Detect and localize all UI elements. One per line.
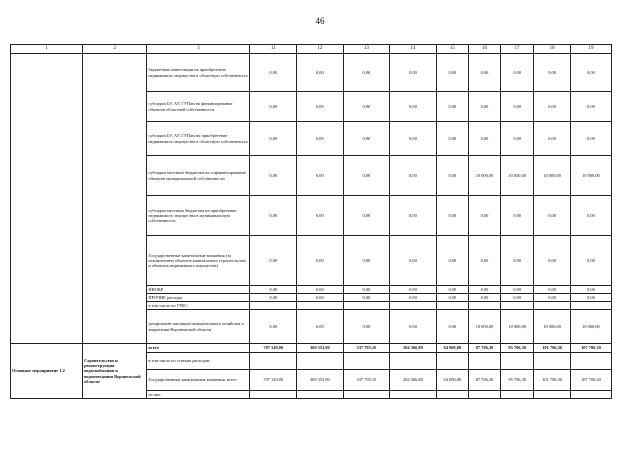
value-cell: 0,00 bbox=[468, 122, 500, 156]
value-cell: 0,00 bbox=[390, 122, 437, 156]
value-cell bbox=[468, 353, 500, 370]
row-description: НИОКР bbox=[147, 286, 250, 294]
value-cell bbox=[468, 302, 500, 310]
value-cell: 0,00 bbox=[534, 286, 571, 294]
value-cell: 64 000,00 bbox=[436, 370, 468, 391]
value-cell: 10 000,00 bbox=[468, 156, 500, 196]
value-cell: 0,00 bbox=[501, 92, 534, 122]
value-cell: 0,00 bbox=[468, 196, 500, 236]
value-cell: 0,00 bbox=[390, 294, 437, 302]
value-cell: 0,00 bbox=[468, 92, 500, 122]
value-cell: 0,00 bbox=[250, 156, 297, 196]
value-cell: 0,00 bbox=[250, 92, 297, 122]
column-header: 12 bbox=[297, 45, 344, 54]
value-cell bbox=[250, 391, 297, 399]
value-cell: 0,00 bbox=[436, 156, 468, 196]
value-cell: 0,00 bbox=[436, 122, 468, 156]
row-description: субсидии местным бюджетам на софинансирование объектов муниципальной собственности bbox=[147, 156, 250, 196]
value-cell: 0,00 bbox=[534, 92, 571, 122]
value-cell: 0,00 bbox=[436, 92, 468, 122]
value-cell: 0,00 bbox=[297, 92, 344, 122]
column-header: 2 bbox=[83, 45, 147, 54]
value-cell: 0,00 bbox=[534, 196, 571, 236]
value-cell: 0,00 bbox=[570, 54, 611, 92]
value-cell: 101 706,30 bbox=[534, 344, 571, 353]
value-cell: 0,00 bbox=[501, 236, 534, 286]
blank-cell-col1 bbox=[11, 54, 83, 344]
value-cell: 0,00 bbox=[468, 236, 500, 286]
value-cell: 0,00 bbox=[250, 122, 297, 156]
value-cell bbox=[343, 302, 390, 310]
value-cell: 0,00 bbox=[570, 294, 611, 302]
column-header: 18 bbox=[534, 45, 571, 54]
value-cell: 0,00 bbox=[390, 54, 437, 92]
row-description: в том числе по статьям расходов: bbox=[147, 353, 250, 370]
value-cell: 0,00 bbox=[436, 286, 468, 294]
value-cell: 10 000,00 bbox=[501, 156, 534, 196]
value-cell: 0,00 bbox=[343, 54, 390, 92]
value-cell: 64 000,00 bbox=[436, 344, 468, 353]
value-cell: 95 706,30 bbox=[501, 344, 534, 353]
value-cell: 0,00 bbox=[297, 310, 344, 344]
value-cell: 0,00 bbox=[390, 236, 437, 286]
value-cell: 87 706,30 bbox=[468, 370, 500, 391]
value-cell: 0,00 bbox=[570, 196, 611, 236]
value-cell bbox=[436, 353, 468, 370]
column-header: 15 bbox=[436, 45, 468, 54]
value-cell bbox=[570, 391, 611, 399]
measure-name: Строительство и реконструкция водоснабжения и водоотведения Воронежской области bbox=[83, 344, 147, 399]
row-description: всего bbox=[147, 344, 250, 353]
column-header: 3 bbox=[147, 45, 250, 54]
value-cell: 0,00 bbox=[390, 92, 437, 122]
row-description: бюджетные инвестиции на приобретение недвижимого имущества в областную собственность bbox=[147, 54, 250, 92]
value-cell bbox=[570, 353, 611, 370]
value-cell: 0,00 bbox=[534, 54, 571, 92]
value-cell: 0,00 bbox=[343, 156, 390, 196]
value-cell: 0,00 bbox=[468, 286, 500, 294]
column-header: 11 bbox=[250, 45, 297, 54]
value-cell: 337 795,10 bbox=[343, 370, 390, 391]
header-row bbox=[11, 45, 612, 54]
value-cell: 0,00 bbox=[436, 310, 468, 344]
value-cell bbox=[390, 302, 437, 310]
value-cell: 0,00 bbox=[250, 54, 297, 92]
value-cell bbox=[570, 302, 611, 310]
value-cell: 0,00 bbox=[343, 196, 390, 236]
value-cell: 0,00 bbox=[343, 122, 390, 156]
value-cell bbox=[250, 302, 297, 310]
value-cell: 0,00 bbox=[390, 310, 437, 344]
column-header: 1 bbox=[11, 45, 83, 54]
value-cell: 0,00 bbox=[390, 286, 437, 294]
value-cell: 0,00 bbox=[250, 294, 297, 302]
measure-title: Основное мероприятие 1.2 bbox=[11, 344, 83, 399]
value-cell bbox=[297, 391, 344, 399]
value-cell bbox=[436, 391, 468, 399]
value-cell: 10 000,00 bbox=[501, 310, 534, 344]
value-cell: 707 149,00 bbox=[250, 370, 297, 391]
row-description: субсидии местным бюджетам на приобретение недвижимого имущества в муниципальную собственность bbox=[147, 196, 250, 236]
value-cell: 107 706,30 bbox=[570, 370, 611, 391]
value-cell: 10 000,00 bbox=[534, 310, 571, 344]
value-cell: 107 706,30 bbox=[570, 344, 611, 353]
value-cell: 0,00 bbox=[343, 236, 390, 286]
value-cell: 0,00 bbox=[390, 156, 437, 196]
value-cell bbox=[501, 353, 534, 370]
value-cell: 0,00 bbox=[250, 236, 297, 286]
column-header: 17 bbox=[501, 45, 534, 54]
value-cell: 204 366,80 bbox=[390, 370, 437, 391]
table-row bbox=[11, 54, 612, 92]
value-cell bbox=[343, 353, 390, 370]
value-cell bbox=[297, 353, 344, 370]
value-cell: 0,00 bbox=[436, 54, 468, 92]
value-cell: 0,00 bbox=[501, 286, 534, 294]
value-cell: 0,00 bbox=[501, 196, 534, 236]
value-cell: 0,00 bbox=[297, 156, 344, 196]
value-cell: 0,00 bbox=[297, 54, 344, 92]
value-cell: 0,00 bbox=[250, 310, 297, 344]
value-cell: 0,00 bbox=[570, 236, 611, 286]
value-cell: 95 706,30 bbox=[501, 370, 534, 391]
value-cell bbox=[501, 302, 534, 310]
value-cell: 0,00 bbox=[343, 92, 390, 122]
value-cell: 0,00 bbox=[343, 310, 390, 344]
row-description: Государственные капитальные вложения (за исключением объектов капитального строительства и объектов недвижимого имущества) bbox=[147, 236, 250, 286]
value-cell: 0,00 bbox=[570, 286, 611, 294]
value-cell: 10 000,00 bbox=[570, 310, 611, 344]
value-cell: 0,00 bbox=[297, 236, 344, 286]
value-cell: 0,00 bbox=[436, 236, 468, 286]
column-header: 13 bbox=[343, 45, 390, 54]
column-header: 19 bbox=[570, 45, 611, 54]
budget-table bbox=[10, 44, 612, 399]
value-cell: 0,00 bbox=[436, 196, 468, 236]
value-cell bbox=[343, 391, 390, 399]
row-description: департамент жилищно-коммунального хозяйства и энергетики Воронежской области bbox=[147, 310, 250, 344]
page-number: 46 bbox=[315, 16, 325, 26]
measure-row bbox=[11, 344, 612, 353]
value-cell: 0,00 bbox=[534, 236, 571, 286]
value-cell: 0,00 bbox=[468, 54, 500, 92]
value-cell: 369 353,90 bbox=[297, 370, 344, 391]
value-cell bbox=[390, 353, 437, 370]
value-cell: 0,00 bbox=[534, 294, 571, 302]
value-cell: 0,00 bbox=[501, 122, 534, 156]
blank-cell-col2 bbox=[83, 54, 147, 344]
value-cell: 0,00 bbox=[468, 294, 500, 302]
value-cell: 0,00 bbox=[250, 196, 297, 236]
value-cell: 0,00 bbox=[343, 286, 390, 294]
value-cell: 369 353,90 bbox=[297, 344, 344, 353]
column-header: 14 bbox=[390, 45, 437, 54]
value-cell: 10 000,00 bbox=[468, 310, 500, 344]
value-cell: 0,00 bbox=[436, 294, 468, 302]
value-cell: 707 149,00 bbox=[250, 344, 297, 353]
value-cell bbox=[501, 391, 534, 399]
row-description: ПРОЧИЕ расходы bbox=[147, 294, 250, 302]
value-cell: 0,00 bbox=[570, 92, 611, 122]
value-cell bbox=[534, 302, 571, 310]
value-cell bbox=[297, 302, 344, 310]
value-cell: 0,00 bbox=[297, 122, 344, 156]
value-cell bbox=[390, 391, 437, 399]
row-description: субсидии БУ, АУ, ГУПам на приобретение недвижимого имущества в областную собственность bbox=[147, 122, 250, 156]
value-cell: 0,00 bbox=[501, 54, 534, 92]
row-description: из них: bbox=[147, 391, 250, 399]
value-cell bbox=[468, 391, 500, 399]
value-cell bbox=[534, 391, 571, 399]
row-description: Государственные капитальные вложения, всего bbox=[147, 370, 250, 391]
value-cell: 0,00 bbox=[390, 196, 437, 236]
value-cell bbox=[436, 302, 468, 310]
value-cell: 0,00 bbox=[297, 294, 344, 302]
value-cell: 0,00 bbox=[297, 196, 344, 236]
value-cell: 337 795,10 bbox=[343, 344, 390, 353]
row-description: в том числе по ГРБС: bbox=[147, 302, 250, 310]
value-cell: 0,00 bbox=[250, 286, 297, 294]
value-cell: 87 706,30 bbox=[468, 344, 500, 353]
table-body bbox=[11, 45, 612, 399]
value-cell: 204 366,80 bbox=[390, 344, 437, 353]
value-cell: 0,00 bbox=[570, 122, 611, 156]
value-cell: 10 000,00 bbox=[570, 156, 611, 196]
value-cell bbox=[534, 353, 571, 370]
value-cell: 10 000,00 bbox=[534, 156, 571, 196]
value-cell bbox=[250, 353, 297, 370]
value-cell: 0,00 bbox=[297, 286, 344, 294]
value-cell: 0,00 bbox=[501, 294, 534, 302]
value-cell: 101 706,30 bbox=[534, 370, 571, 391]
value-cell: 0,00 bbox=[534, 122, 571, 156]
column-header: 16 bbox=[468, 45, 500, 54]
row-description: субсидии БУ, АУ, ГУПам на финансирование объектов областной собственности bbox=[147, 92, 250, 122]
value-cell: 0,00 bbox=[343, 294, 390, 302]
